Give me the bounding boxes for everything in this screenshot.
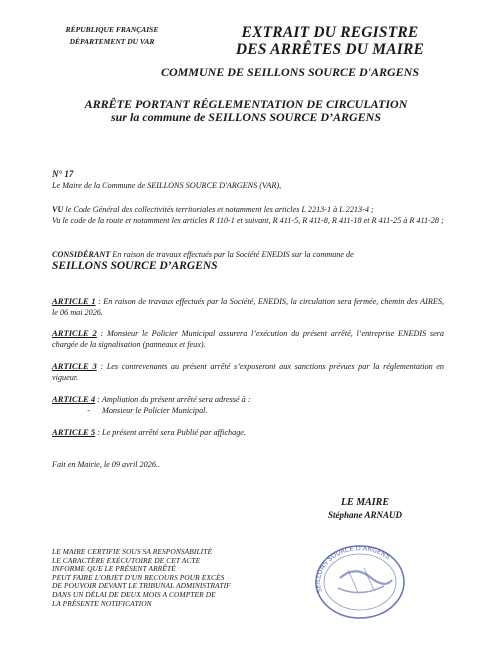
certification-line: INFORME QUE LE PRÉSENT ARRÊTÉ [52,564,176,574]
vu-paragraph [52,205,444,226]
article-4-text: : Ampliation du présent arrêté sera adressé à : [95,395,251,404]
article-2 [52,328,444,350]
register-title-line2: DES ARRÊTES DU MAIRE [235,41,425,58]
article-3-label: ARTICLE 3 [52,361,97,371]
certification-line: LE CARACTÈRE EXÉCUTOIRE DE CET ACTE [52,555,201,565]
signature-block [300,497,430,521]
bullet-dash: - [87,405,90,415]
header-register-block [200,24,460,58]
vu-line2: Vu le code de la route et notamment les articles R 110-1 et suivant, R 411-5, R 411-8, R 411-18 et R 411-25 à R 411-28 ; [52,215,444,225]
article-1-text: : En raison de travaux effectués par la Société, ENEDIS, la circulation sera fermée, chemin des AIRES, le 06 mai 2026. [52,297,445,317]
stamp-text: SEILLONS SOURCE D'ARGENS [314,544,392,594]
certification-line: LE MAIRE CERTIFIE SOUS SA RESPONSABILITÉ [52,547,213,556]
signature-title: LE MAIRE [340,497,390,508]
signature-name: Stéphane ARNAUD [328,510,402,520]
commune-heading: COMMUNE DE SEILLONS SOURCE D'ARGENS [160,65,420,79]
article-3 [52,361,444,383]
vu-line1: le Code Général des collectivités territoriales et notamment les articles L 2213-1 à L 2213-4 ; [63,205,374,214]
considerant-text: En raison de travaux effectués par la Société ENEDIS sur la commune de [110,250,354,259]
article-5-text: : Le présent arrêté sera Publié par affichage. [95,428,246,437]
department-label: DÉPARTEMENT DU VAR [69,37,155,46]
certification-line: PEUT FAIRE L'OBJET D'UN RECOURS POUR EXCÈS [52,572,225,582]
article-2-label: ARTICLE 2 [52,328,97,338]
certification-line: DANS UN DÉLAI DE DEUX MOIS A COMPTER DE [52,589,216,599]
article-4-bullet: Monsieur le Policier Municipal. [102,405,208,415]
article-2-text: : Monsieur le Policier Municipal assurera l’exécution du présent arrêté, l’entreprise ENEDIS sera chargée de la signalisation (panneaux et feux). [52,329,445,349]
vu-label: VU [52,205,64,214]
considerant-paragraph [52,250,444,272]
arrete-title [40,98,452,124]
certification-line: LA PRÉSENTE NOTIFICATION [52,598,152,608]
certification-block [52,548,292,608]
arrete-number: N° 17 [52,169,74,179]
intro-line: Le Maire de la Commune de SEILLONS SOURCE D'ARGENS (VAR), [52,181,282,190]
article-4 [52,394,444,416]
article-4-label: ARTICLE 4 [52,394,96,404]
date-line: Fait en Mairie, le 09 avril 2026.. [52,460,161,469]
arrete-title-line2: sur la commune de SEILLONS SOURCE D’ARGENS [110,110,382,124]
article-3-text: : Les contrevenants au présent arrêté s’exposeront aux sanctions prévues par la réglementation en vigueur. [52,362,445,382]
header-republic-block [52,24,172,48]
article-1 [52,296,444,318]
article-1-label: ARTICLE 1 [52,296,96,306]
republic-label: RÉPUBLIQUE FRANÇAISE [65,25,159,34]
arrete-title-line1: ARRÊTE PORTANT RÉGLEMENTATION DE CIRCULATION [84,97,408,111]
mairie-stamp [300,530,420,626]
considerant-commune: SEILLONS SOURCE D’ARGENS [52,259,218,272]
svg-text:SEILLONS SOURCE D'ARGENS [314,544,391,594]
certification-line: DE POUVOIR DEVANT LE TRIBUNAL ADMINISTRATIF [52,581,231,591]
article-5 [52,427,444,439]
register-title-line1: EXTRAIT DU REGISTRE [241,24,419,41]
article-5-label: ARTICLE 5 [52,427,96,437]
considerant-label: CONSIDÉRANT [52,250,111,259]
